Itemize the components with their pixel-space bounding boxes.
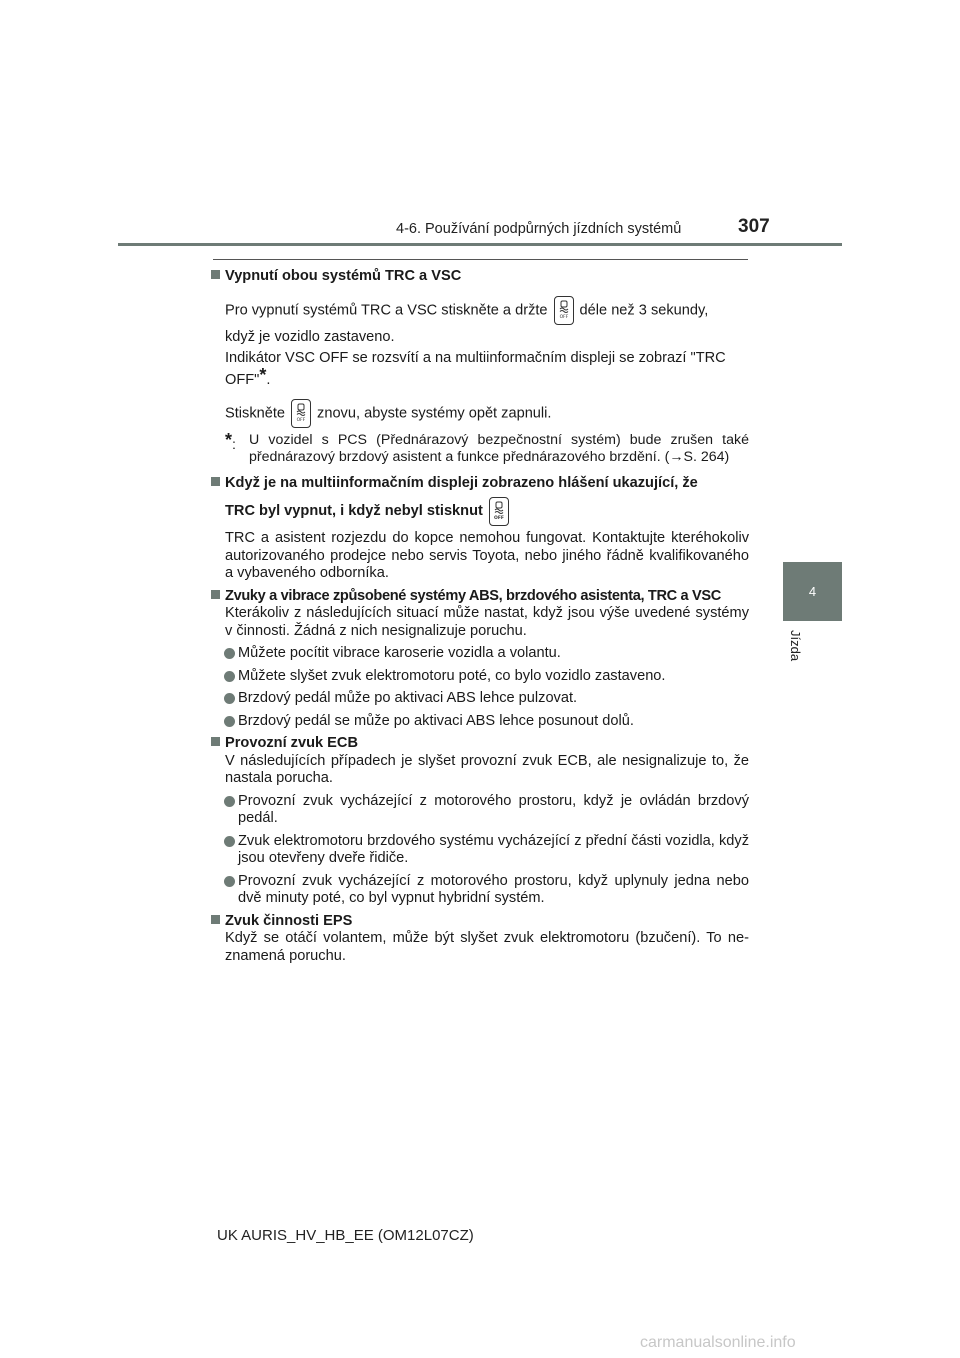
- vsc-off-button-icon: [489, 497, 509, 526]
- svg-text:OFF: OFF: [559, 315, 568, 320]
- list-item: Zvuk elektromotoru brzdového systému vycházející z přední části vozidla, když jsou otevřeny dveře řidiče.: [211, 833, 749, 868]
- round-bullet-icon: [224, 693, 235, 704]
- chapter-tab: [783, 562, 842, 621]
- chapter-tab-number: 4: [808, 584, 817, 599]
- square-marker-icon: [211, 477, 220, 486]
- vsc-off-button-icon: [554, 296, 574, 325]
- paragraph: Indikátor VSC OFF se rozsvítí a na multiinformačním displeji se zobrazí "TRC OFF"*.: [225, 349, 726, 388]
- list-item: Můžete slyšet zvuk elektromotoru poté, co bylo vozidlo zastaveno.: [211, 668, 749, 686]
- section-heading: Když je na multiinformačním displeji zobrazeno hlášení ukazující, že: [211, 475, 749, 493]
- chapter-label: Jízda: [788, 630, 803, 662]
- square-marker-icon: [211, 590, 220, 599]
- list-item: Můžete pocítit vibrace karoserie vozidla a volantu.: [211, 645, 749, 663]
- square-marker-icon: [211, 915, 220, 924]
- footnote-reference: *: [259, 365, 267, 385]
- paragraph: V následujících případech je slyšet provozní zvuk ECB, ale nesignalizuje to, že nastala porucha.: [225, 752, 749, 786]
- section-heading: Zvuk činnosti EPS: [211, 913, 749, 931]
- section-heading-continued: TRC byl vypnut, i když nebyl stisknut OFF: [211, 496, 749, 526]
- round-bullet-icon: [224, 648, 235, 659]
- page-number: 307: [738, 216, 770, 237]
- round-bullet-icon: [224, 796, 235, 807]
- svg-text:OFF: OFF: [493, 516, 504, 522]
- footnote-text: U vozidel s PCS (Přednárazový bezpečnostní systém) bude zrušen také přednárazový brzdový asistent a funkce přednárazového brzdění. (→S. 264): [249, 431, 749, 465]
- vsc-off-button-icon: [291, 399, 311, 428]
- list-item: Brzdový pedál může po aktivaci ABS lehce pulzovat.: [211, 690, 749, 708]
- paragraph: Pro vypnutí systémů TRC a VSC stiskněte a držte OFF déle než 3 sekundy, když je vozidlo zastaveno.: [211, 296, 749, 349]
- header-rule: [118, 243, 842, 246]
- footnote: *: U vozidel s PCS (Přednárazový bezpečnostní systém) bude zrušen také přednárazový brzdový asistent a funkce přednárazového brzdění. (→S. 264): [225, 429, 749, 465]
- footnote-mark: *: [225, 429, 233, 450]
- section-heading: Provozní zvuk ECB: [211, 735, 749, 753]
- watermark: carmanualsonline.info: [640, 1334, 796, 1351]
- list-item: Brzdový pedál se může po aktivaci ABS lehce posunout dolů.: [211, 713, 749, 731]
- section-heading: Zvuky a vibrace způsobené systémy ABS, brzdového asistenta, TRC a VSC: [211, 588, 749, 606]
- square-marker-icon: [211, 737, 220, 746]
- round-bullet-icon: [224, 671, 235, 682]
- footer-model-code: UK AURIS_HV_HB_EE (OM12L07CZ): [217, 1227, 474, 1244]
- paragraph: Když se otáčí volantem, může být slyšet zvuk elektromotoru (bzučení). To neznamená poruchu.: [225, 930, 749, 964]
- section-heading: Vypnutí obou systémů TRC a VSC: [211, 268, 749, 286]
- square-marker-icon: [211, 270, 220, 279]
- round-bullet-icon: [224, 876, 235, 887]
- paragraph: Kterákoliv z následujících situací může nastat, když jsou výše uvedené systémy v činnosti. Žádná z nich nesignalizuje poruchu.: [225, 605, 749, 639]
- content-rule: [213, 259, 748, 260]
- list-item: Provozní zvuk vycházející z motorového prostoru, když uplynuly jedna nebo dvě minuty poté, co byl vypnut hybridní systém.: [211, 873, 749, 908]
- round-bullet-icon: [224, 836, 235, 847]
- paragraph: TRC a asistent rozjezdu do kopce nemohou fungovat. Kontaktujte kteréhokoliv autorizovaného prodejce nebo servis Toyota, nebo jiného řádně kvalifikovaného a vybaveného odborníka.: [225, 530, 749, 581]
- list-item: Provozní zvuk vycházející z motorového prostoru, když je ovládán brzdový pedál.: [211, 793, 749, 828]
- page-content: [211, 268, 749, 965]
- paragraph: Stiskněte OFF znovu, abyste systémy opět zapnuli.: [211, 399, 749, 428]
- round-bullet-icon: [224, 716, 235, 727]
- header-section-title: 4-6. Používání podpůrných jízdních systémů: [396, 221, 682, 237]
- svg-text:OFF: OFF: [296, 418, 306, 423]
